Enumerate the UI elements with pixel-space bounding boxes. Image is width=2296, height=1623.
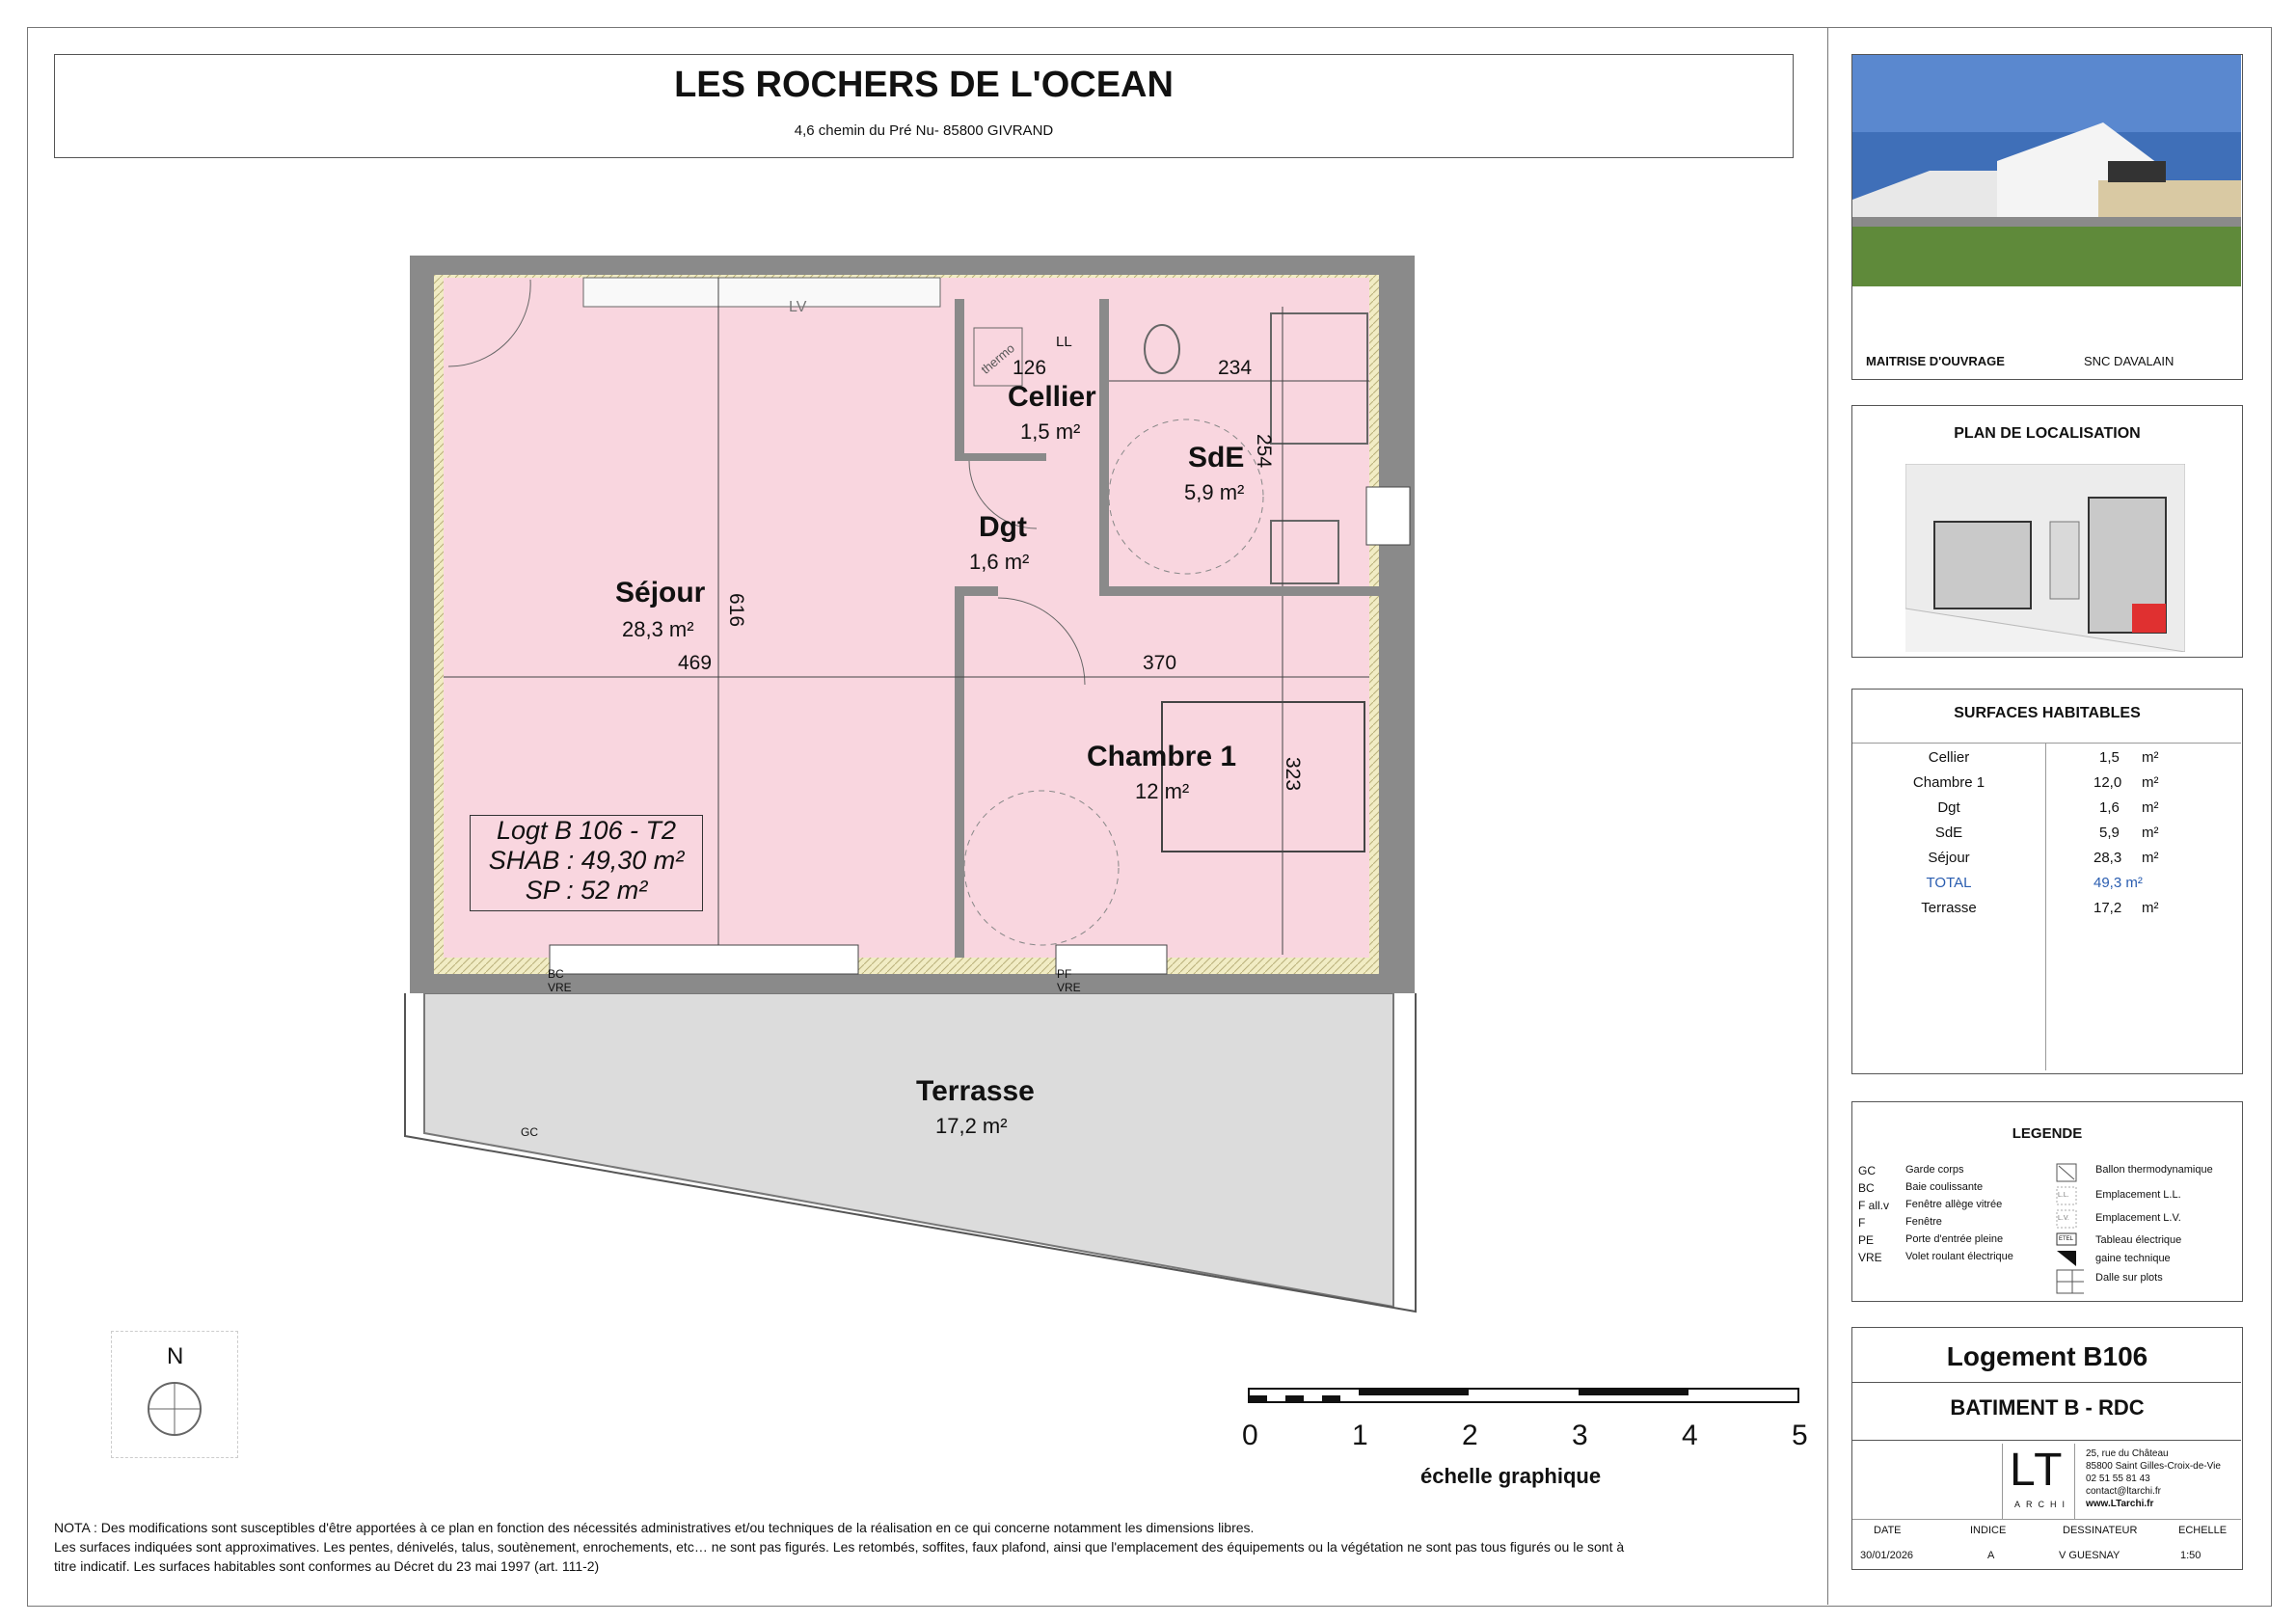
- surface-unit: m²: [2142, 850, 2159, 866]
- dimension-469: 469: [678, 652, 713, 674]
- surfaces-divider-h: [1852, 743, 2241, 744]
- legend-text: Volet roulant électrique: [1905, 1251, 2013, 1262]
- bay-window-chambre: [1056, 945, 1167, 974]
- terrace-area: [424, 993, 1393, 1307]
- building-rendering: [1852, 55, 2241, 286]
- address-line: 25, rue du Château: [2086, 1448, 2169, 1459]
- scale-tick-3: 3: [1572, 1420, 1588, 1451]
- room-name-cellier: Cellier: [1008, 381, 1096, 413]
- surfaces-panel: [1851, 689, 2243, 1074]
- rendering-panel: [1851, 54, 2243, 380]
- surface-unit: m²: [2142, 825, 2159, 841]
- scale-tick-1: 1: [1352, 1420, 1368, 1451]
- legend-code: GC: [1858, 1164, 1876, 1177]
- legend-lv-label: L.V.: [2058, 1215, 2069, 1222]
- dimension-323: 323: [1282, 757, 1304, 792]
- surface-unit: m²: [2142, 799, 2159, 816]
- room-area-cellier: 1,5 m²: [1020, 419, 1081, 444]
- legend-code: F all.v: [1858, 1199, 1890, 1212]
- footer-header-dessinateur: DESSINATEUR: [2063, 1525, 2138, 1536]
- nota-line-1: NOTA : Des modifications sont susceptibles d'être apportées à ce plan en fonction des nécessités administratives et/ou techniques de la réalisation en ce qui concerne notamment les dimensions libres.: [54, 1520, 1255, 1535]
- footer-dessinateur: V GUESNAY: [2059, 1550, 2120, 1561]
- scale-caption: échelle graphique: [1420, 1464, 1602, 1488]
- compass-icon: [146, 1380, 203, 1438]
- footer-header-echelle: ECHELLE: [2178, 1525, 2228, 1536]
- surface-unit: m²: [2142, 774, 2159, 791]
- legend-right-text: Emplacement L.V.: [2095, 1212, 2181, 1224]
- unit-line-1: Logt B 106 - T2: [496, 816, 677, 845]
- surface-value: 28,3: [2093, 850, 2122, 866]
- legend-right-text: gaine technique: [2095, 1253, 2171, 1264]
- localisation-title: PLAN DE LOCALISATION: [1954, 425, 2141, 442]
- legend-right-text: Ballon thermodynamique: [2095, 1164, 2213, 1176]
- bed: [1162, 702, 1364, 852]
- legend-right-text: Dalle sur plots: [2095, 1272, 2163, 1284]
- label-vre-1: VRE: [548, 981, 572, 994]
- surface-room: Séjour: [1928, 850, 1970, 866]
- label-lv: LV: [789, 299, 807, 315]
- logement-title: Logement B106: [1946, 1341, 2148, 1371]
- label-bc: BC: [548, 967, 564, 981]
- cartouche-divider-3: [1852, 1519, 2241, 1520]
- panel-divider: [1827, 27, 1828, 1605]
- scale-tick-4: 4: [1682, 1420, 1698, 1451]
- project-title: LES ROCHERS DE L'OCEAN: [674, 65, 1174, 105]
- surface-room: Dgt: [1937, 799, 1960, 816]
- surface-room: Chambre 1: [1912, 774, 1985, 791]
- footer-date: 30/01/2026: [1860, 1550, 1914, 1561]
- dimension-616: 616: [725, 593, 747, 628]
- room-name-terrasse: Terrasse: [916, 1075, 1035, 1107]
- room-area-terrasse: 17,2 m²: [935, 1114, 1008, 1138]
- room-area-sde: 5,9 m²: [1184, 480, 1245, 504]
- address-line: 02 51 55 81 43: [2086, 1474, 2150, 1484]
- surface-row: [1852, 850, 2242, 875]
- terrasse-value: 17,2: [2093, 900, 2122, 916]
- cartouche-divider-2: [1852, 1440, 2241, 1441]
- scale-tick-2: 2: [1462, 1420, 1478, 1451]
- legend-text: Baie coulissante: [1905, 1181, 1984, 1193]
- surface-unit: m²: [2142, 749, 2159, 766]
- wall-cellier-right: [1099, 299, 1109, 453]
- north-label: N: [167, 1343, 184, 1369]
- scale-bar: [1215, 1379, 1813, 1418]
- maitrise-value: SNC DAVALAIN: [2084, 354, 2174, 368]
- maitrise-label: MAITRISE D'OUVRAGE: [1866, 354, 2005, 368]
- footer-header-indice: INDICE: [1970, 1525, 2007, 1536]
- legend-text: Porte d'entrée pleine: [1905, 1233, 2004, 1245]
- nota-line-2: Les surfaces indiquées sont approximatives. Les pentes, dénivelés, talus, soutènement, enrochements, etc… ne sont pas figurés. Les retombés, soffites, faux plafond, ainsi que l'emplacement des équipements ou la végétation ne sont pas tous figurés ou le sont à: [54, 1539, 1625, 1555]
- unit-line-2: SHAB : 49,30 m²: [488, 846, 685, 875]
- address-line: www.LTarchi.fr: [2086, 1499, 2154, 1509]
- room-area-chambre-1: 12 m²: [1135, 779, 1190, 803]
- bay-window-sejour: [550, 945, 858, 974]
- surface-row: [1852, 749, 2242, 774]
- surface-value: 12,0: [2093, 774, 2122, 791]
- project-address: 4,6 chemin du Pré Nu- 85800 GIVRAND: [794, 122, 1054, 139]
- unit-line-3: SP : 52 m²: [525, 876, 648, 905]
- legend-text: Fenêtre allège vitrée: [1905, 1199, 2003, 1210]
- logo-divider-right: [2074, 1444, 2075, 1519]
- logo-divider-left: [2002, 1444, 2003, 1519]
- surface-value: 5,9: [2099, 825, 2120, 841]
- legend-title: LEGENDE: [2012, 1125, 2083, 1142]
- legend-text: Fenêtre: [1905, 1216, 1942, 1228]
- legend-tel-label: ETEL: [2059, 1236, 2074, 1242]
- total-value: 49,3 m²: [2093, 875, 2143, 891]
- kitchen-strip: [583, 278, 940, 307]
- scale-tick-5: 5: [1792, 1420, 1808, 1451]
- scale-tick-0: 0: [1242, 1420, 1258, 1451]
- surface-terrasse-row: [1852, 900, 2242, 925]
- room-area-sejour: 28,3 m²: [622, 617, 694, 641]
- dimension-234: 234: [1218, 357, 1253, 379]
- wall-chambre-top: [955, 586, 998, 596]
- surface-row: [1852, 825, 2242, 850]
- footer-echelle: 1:50: [2180, 1550, 2201, 1561]
- footer-indice: A: [1987, 1550, 1995, 1561]
- surface-value: 1,5: [2099, 749, 2120, 766]
- label-ll: LL: [1056, 334, 1072, 350]
- legend-ll-label: L.L.: [2058, 1192, 2069, 1199]
- legend-code: BC: [1858, 1181, 1875, 1195]
- nota-line-3: titre indicatif. Les surfaces habitables sont conformes au Décret du 23 mai 1997 (art. 111-2): [54, 1558, 600, 1574]
- dimension-126: 126: [1013, 357, 1047, 379]
- scale-ticks: [1242, 1420, 1821, 1451]
- north-arrow: [111, 1331, 238, 1458]
- lt-logo: LT: [2010, 1445, 2065, 1496]
- room-area-dgt: 1,6 m²: [969, 550, 1030, 574]
- legend-code: F: [1858, 1216, 1866, 1230]
- lt-logo-sub: ARCHI: [2014, 1500, 2071, 1509]
- legend-panel: [1851, 1101, 2243, 1302]
- side-window: [1366, 487, 1410, 545]
- room-name-sde: SdE: [1188, 442, 1245, 473]
- address-line: 85800 Saint Gilles-Croix-de-Vie: [2086, 1461, 2221, 1472]
- legend-code: PE: [1858, 1233, 1875, 1247]
- surface-room: SdE: [1934, 825, 1963, 841]
- surface-total-row: [1852, 875, 2242, 900]
- dimension-254: 254: [1253, 434, 1275, 469]
- room-name-sejour: Séjour: [615, 577, 706, 609]
- localisation-map: [1905, 464, 2185, 652]
- terrasse-unit: m²: [2142, 900, 2159, 916]
- unit-info-box: [470, 815, 703, 911]
- label-pf: PF: [1057, 967, 1072, 981]
- label-gc: GC: [521, 1125, 538, 1139]
- label-thermo: thermo: [978, 340, 1017, 377]
- wall-dgt-top: [955, 453, 1046, 461]
- surfaces-title: SURFACES HABITABLES: [1954, 705, 2141, 721]
- cartouche-divider-1: [1852, 1382, 2241, 1383]
- wall-sde-bottom: [1099, 586, 1379, 596]
- legend-right-text: Emplacement L.L.: [2095, 1189, 2181, 1201]
- wall-cellier-left: [955, 299, 964, 453]
- wall-chambre-left: [955, 586, 964, 958]
- surface-value: 1,6: [2099, 799, 2120, 816]
- surface-row: [1852, 799, 2242, 825]
- title-cartouche: [1851, 1327, 2243, 1570]
- wall-sde-left: [1099, 453, 1109, 596]
- legend-right-text: Tableau électrique: [2095, 1234, 2182, 1246]
- terrasse-label: Terrasse: [1921, 900, 1977, 916]
- localisation-panel: [1851, 405, 2243, 658]
- footer-header-date: DATE: [1874, 1525, 1902, 1536]
- legend-icons: [2055, 1162, 2084, 1297]
- nota-text: [54, 1518, 1809, 1576]
- room-name-chambre-1: Chambre 1: [1087, 741, 1237, 772]
- label-vre-2: VRE: [1057, 981, 1081, 994]
- batiment-title: BATIMENT B - RDC: [1950, 1395, 2145, 1420]
- address-line: contact@ltarchi.fr: [2086, 1486, 2161, 1497]
- surface-row: [1852, 774, 2242, 799]
- legend-text: Garde corps: [1905, 1164, 1964, 1176]
- dimension-370: 370: [1143, 652, 1177, 674]
- legend-code: VRE: [1858, 1251, 1882, 1264]
- office-address: [2086, 1447, 2221, 1510]
- surface-room: Cellier: [1928, 749, 1970, 766]
- room-name-dgt: Dgt: [979, 511, 1027, 543]
- total-label: TOTAL: [1926, 875, 1972, 891]
